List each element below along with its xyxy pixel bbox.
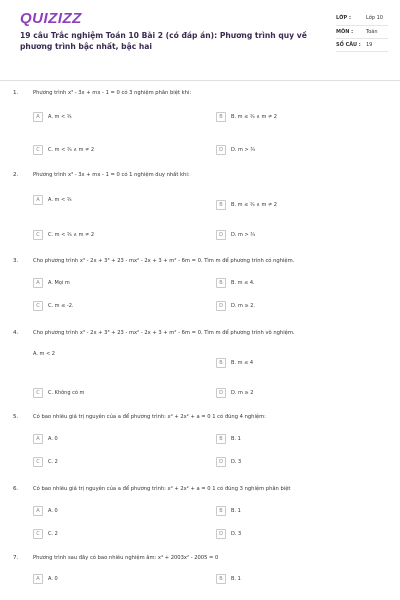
question-text: Có bao nhiêu giá trị nguyên của a để phương trình: x⁴ + 2x² + a = 0 1 có đúng 4 nghiệm: <box>33 414 266 420</box>
option-box: D <box>216 457 226 467</box>
meta-row-class <box>336 12 388 26</box>
option-box: C <box>33 388 43 398</box>
meta-key: MÔN : <box>336 29 354 35</box>
meta-row-subject <box>336 26 388 39</box>
question-text: Phương trình x³ - 3x + mx - 1 = 0 có 3 nghiệm phân biệt khi: <box>33 90 192 96</box>
question-text: Có bao nhiêu giá trị nguyên của a để phương trình: x⁴ + 2x² + a = 0 1 có đúng 3 nghiệm phân biệt <box>33 486 291 492</box>
option-box: B <box>216 434 226 444</box>
option-box: C <box>33 529 43 539</box>
question-number: 3. <box>13 258 19 264</box>
option-text: C. m ≤ -2. <box>48 302 74 309</box>
option-text: B. m ≤ ¾ ∧ m ≠ 2 <box>231 201 277 208</box>
option-text: D. m > ¾ <box>231 231 256 238</box>
option-box: D <box>216 301 226 311</box>
option-text: B. 1 <box>231 435 241 442</box>
option-text: B. m ≤ ¾ ∧ m ≠ 2 <box>231 113 277 120</box>
meta-key: SỐ CÂU : <box>336 42 361 48</box>
option-box: A <box>33 434 43 444</box>
option-text: C. m < ¾ ∧ m ≠ 2 <box>48 146 95 153</box>
meta-value: Toán <box>366 29 378 35</box>
option-text: D. 3 <box>231 530 242 537</box>
option-text: B. m ≤ 4 <box>231 359 254 366</box>
option-box: C <box>33 457 43 467</box>
option-box: B <box>216 506 226 516</box>
meta-table <box>336 12 388 52</box>
option-box: C <box>33 145 43 155</box>
option-box: A <box>33 506 43 516</box>
option-box: C <box>33 301 43 311</box>
option-text: C. m < ¾ ∧ m ≠ 2 <box>48 231 95 238</box>
question-number: 2. <box>13 172 19 178</box>
option-text: B. m ≤ 4. <box>231 279 255 286</box>
header-divider <box>0 80 400 81</box>
option-text: A. 0 <box>48 575 58 582</box>
option-box: A <box>33 278 43 288</box>
option-text: A. 0 <box>48 435 58 442</box>
option-box: D <box>216 529 226 539</box>
option-box: A <box>33 574 43 584</box>
meta-value: 19 <box>366 42 373 48</box>
option-text: A. Mọi m <box>48 279 70 286</box>
option-text: C. Không có m <box>48 389 85 396</box>
option-box: C <box>33 230 43 240</box>
option-text: D. m ≥ 2. <box>231 302 256 309</box>
option-text: A. 0 <box>48 507 58 514</box>
question-text: Cho phương trình x³ - 2x + 3³ + 23 - mx² - 2x + 3 + m² - 6m = 0. Tìm m để phương trình vô nghiệm. <box>33 330 295 336</box>
question-text: Phương trình x³ - 3x + mx - 1 = 0 có 1 nghiệm duy nhất khi: <box>33 172 190 178</box>
option-box: B <box>216 200 226 210</box>
option-box: B <box>216 112 226 122</box>
option-box: B <box>216 358 226 368</box>
option-text: C. 2 <box>48 458 58 465</box>
meta-value: Lớp 10 <box>366 15 383 21</box>
option-text: A. m < ¾ <box>48 196 72 203</box>
question-text: Cho phương trình x³ - 2x + 3³ + 23 - mx² - 2x + 3 + m² - 6m = 0. Tìm m để phương trình có nghiệm. <box>33 258 295 264</box>
option-box: D <box>216 388 226 398</box>
option-text: D. m ≥ 2 <box>231 389 254 396</box>
option-text: A. m < 2 <box>33 350 55 357</box>
option-box: B <box>216 574 226 584</box>
question-number: 1. <box>13 90 19 96</box>
document-title: 19 câu Trắc nghiệm Toán 10 Bài 2 (có đáp án): Phương trình quy về phương trình bậc nhất, bậc hai <box>20 31 307 51</box>
question-number: 4. <box>13 330 19 336</box>
option-text: B. 1 <box>231 575 241 582</box>
option-box: A <box>33 195 43 205</box>
question-number: 6. <box>13 486 19 492</box>
option-text: B. 1 <box>231 507 241 514</box>
option-text: D. m > ¾ <box>231 146 256 153</box>
option-box: D <box>216 230 226 240</box>
option-box: D <box>216 145 226 155</box>
option-text: D. 3 <box>231 458 242 465</box>
question-text: Phương trình sau đây có bao nhiêu nghiệm âm: x⁴ + 2003x² - 2005 = 0 <box>33 555 219 561</box>
option-text: A. m < ¾ <box>48 113 72 120</box>
question-number: 5. <box>13 414 19 420</box>
option-box: B <box>216 278 226 288</box>
quizizz-logo: QUIZIZZ <box>20 10 82 27</box>
option-box: A <box>33 112 43 122</box>
option-text: C. 2 <box>48 530 58 537</box>
meta-key: LỚP : <box>336 15 351 21</box>
meta-row-count <box>336 39 388 52</box>
question-number: 7. <box>13 555 19 561</box>
